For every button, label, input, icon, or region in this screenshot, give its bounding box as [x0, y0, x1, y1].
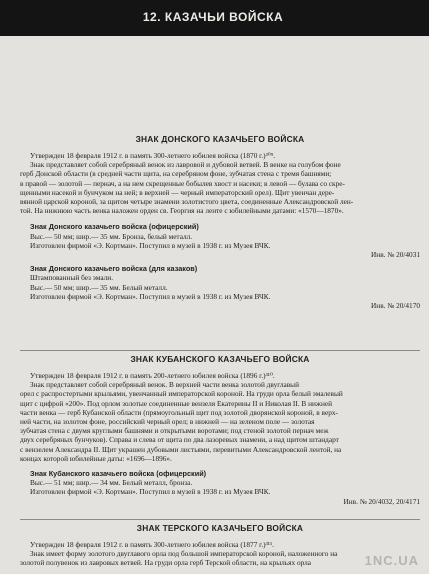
paragraph-line: орел с распростертыми крыльями, увенчанный императорской короной. На груди орла белый эмалевый	[20, 389, 343, 399]
paragraph-line: Утвержден 18 февраля 1912 г. в память 300-летнего юбилея войска (1870 г.)³⁰⁹.	[30, 151, 276, 160]
section-terek	[20, 523, 420, 568]
paragraph-line: щенными насекой и бунчуком на ней; в верхней — черный императорский орел). Щит увенчан дере-	[20, 187, 335, 197]
subheading: Знак Донского казачьего войска (офицерский)	[30, 222, 199, 232]
watermark-logo: 1NC.UA	[364, 553, 419, 568]
inventory-number: Инв. № 20/4032, 20/4171	[343, 496, 420, 506]
section-don	[20, 134, 420, 310]
paragraph-line: ней части, на золотом фоне, российский черный орел; в нижней — на зеленом поле — золотая	[20, 417, 315, 427]
paragraph-line: части венка — герб Кубанской области (прямоугольный щит под золотой дворянской короной, в верх-	[20, 407, 338, 417]
maker-line: Изготовлен фирмой «Э. Кортман». Поступил в музей в 1938 г. из Музея ВЧК.	[30, 291, 271, 301]
paragraph-line: Утвержден 18 февраля 1912 г. в память 300-летнего юбилея войска (1877 г.)³¹¹.	[30, 540, 274, 549]
subheading: Знак Донского казачьего войска (для казаков)	[30, 264, 198, 274]
paragraph-line: Утвержден 18 февраля 1912 г. в память 200-летнего юбилея войска (1896 г.)³¹⁰.	[30, 371, 275, 380]
size-line: Выс.— 51 мм; шир.— 34 мм. Белый металл, бронза.	[30, 478, 193, 488]
paragraph-line: концах которой юбилейные даты: «1696—1896».	[20, 453, 172, 463]
paragraph-line: той. На нижнюю часть венка наложен орден св. Георгия на ленте с юбилейными датами: «1570—1870».	[20, 206, 344, 216]
paragraph-line: золотой полувенок из лавровых ветвей. На груди орла герб Терской области, на крыльях орла	[20, 558, 312, 568]
divider	[20, 519, 420, 520]
section-title: ЗНАК КУБАНСКОГО КАЗАЧЬЕГО ВОЙСКА	[130, 354, 310, 364]
paragraph-line: герб Донской области (в средней части щита, на серебряном фоне, зубчатая стена с тремя башнями;	[20, 169, 332, 179]
section-kuban	[20, 354, 420, 506]
paragraph-line: вянной царской короной, за щитом четыре знамени золотистого цвета, соединенные Александровской лен-	[20, 197, 354, 207]
page-title: 12. КАЗАЧЬИ ВОЙСКА	[142, 10, 284, 24]
paragraph-line: Знак имеет форму золотого двуглавого орла под большой императорской короной, наложенного на	[30, 549, 338, 559]
paragraph-line: щит с цифрой «200». Под орлом золотые соединенные вензеля Екатерины II и Николая II. В нижней	[20, 398, 333, 408]
size-line: Выс.— 50 мм; шир.— 35 мм. Белый металл.	[30, 282, 168, 292]
paragraph-line: с вензелем Александра II. Щит украшен дубовыми листьями, перевитыми Александровской лентой, на	[20, 444, 342, 454]
paragraph-line: двух серебряных бунчуков). Справа и слева от щита по два лазоревых знамени, а над щитом штандарт	[20, 435, 339, 445]
section-title: ЗНАК ТЕРСКОГО КАЗАЧЬЕГО ВОЙСКА	[136, 523, 304, 533]
section-title: ЗНАК ДОНСКОГО КАЗАЧЬЕГО ВОЙСКА	[135, 134, 305, 144]
page	[0, 36, 429, 574]
divider	[20, 350, 420, 351]
paragraph-line: в правой — золотой — пернач, а на нем скрещенные бобылев хвост и насеки; в левой — булава со скре-	[20, 178, 345, 188]
header-bar	[0, 0, 429, 36]
paragraph-line: зубчатая стена с двумя круглыми башнями и открытыми воротами; под стеной золотой пернач меж	[20, 426, 329, 436]
inventory-number: Инв. № 20/4170	[371, 301, 420, 311]
paragraph-line: Знак представляет собой серебряный венок. В верхней части венка золотой двуглавый	[30, 380, 299, 390]
inventory-number: Инв. № 20/4031	[371, 250, 420, 260]
maker-line: Изготовлен фирмой «Э. Кортман». Поступил в музей в 1938 г. из Музея ВЧК.	[30, 487, 271, 497]
note-line: Штампованный без эмали.	[30, 273, 114, 283]
size-line: Выс.— 50 мм; шир.— 35 мм. Бронза, белый металл.	[30, 231, 193, 241]
subheading: Знак Кубанского казачьего войска (офицерский)	[30, 469, 207, 479]
paragraph-line: Знак представляет собой серебряный венок из лавровой и дубовой ветвей. В венке на голубом фоне	[30, 160, 341, 170]
maker-line: Изготовлен фирмой «Э. Кортман». Поступил в музей в 1938 г. из Музея ВЧК.	[30, 240, 271, 250]
